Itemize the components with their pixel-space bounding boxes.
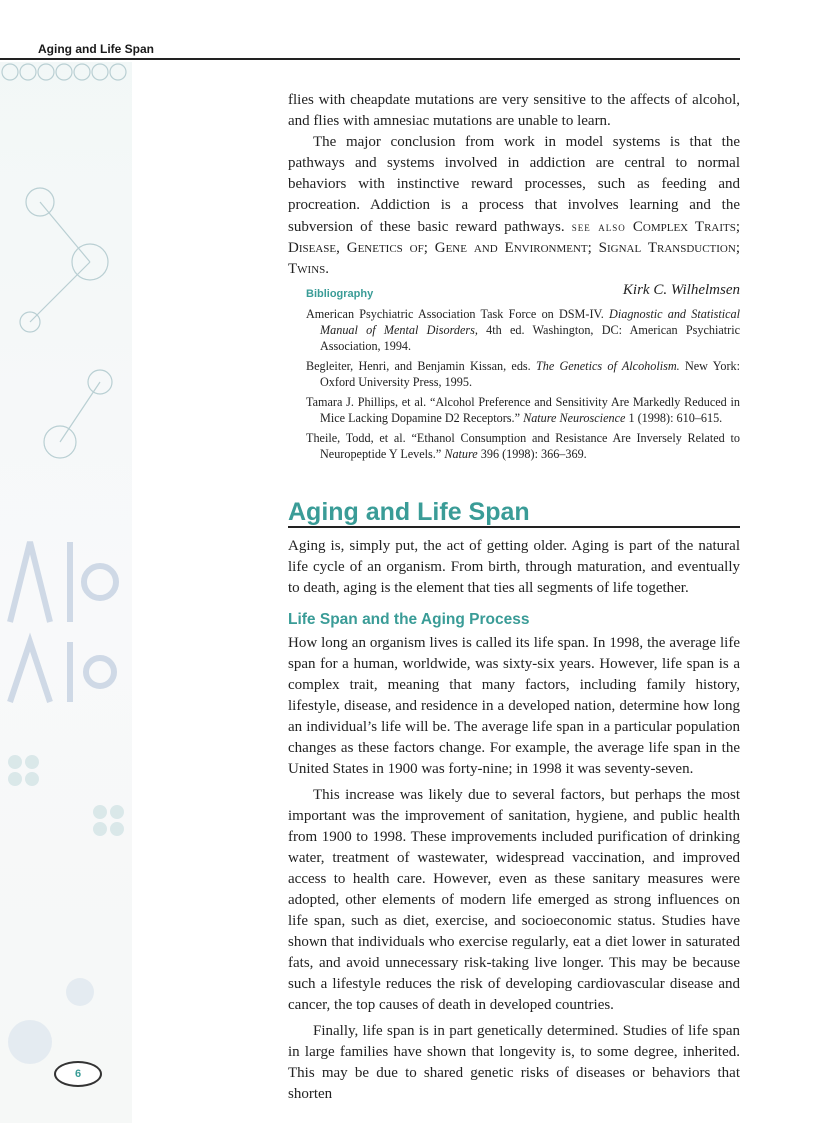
running-head: Aging and Life Span (38, 42, 154, 56)
entry-title: Nature (444, 447, 478, 461)
entry-publication: 1 (1998): 610–615. (625, 411, 723, 425)
paragraph: This increase was likely due to several factors, but perhaps the most important was the improvement of sanitation, hygiene, and public health from 1900 to 1998. These improvements included purification of drinking water, treatment of wastewater, widespread vaccination, and improved access to health care. However, even as these sanitary measures were adopted, other elements of modern life emerged as strong influences on life span, such as diet, exercise, and socioeconomic status. Studies have shown that individuals who exercise regularly, eat a diet lower in saturated fats, and avoid unnecessary risk-taking live longer. This may be because such a lifestyle reduces the risk of developing cardiovascular disease and cancer, the top causes of death in developed countries. (288, 787, 740, 1013)
entry-authors: Theile, Todd, et al. “Ethanol Consumption and Resistance Are Inversely Related to Neuropeptide Y Levels.” (306, 431, 740, 461)
entry-authors: Tamara J. Phillips, et al. “Alcohol Preference and Sensitivity Are Markedly Reduced in Mice Lacking Dopamine D2 Receptors.” (306, 395, 740, 425)
author-credit: Kirk C. Wilhelmsen (622, 282, 740, 298)
molecule-collage-icon (0, 62, 132, 1123)
see-also-links: Complex Traits; Disease, Genetics of; Gene and Environment; Signal Transduction; Twins. (288, 219, 741, 277)
entry-publication: New York: Oxford University Press, 1995. (320, 359, 740, 389)
aging-article (288, 536, 740, 1105)
paragraph-text: The major conclusion from work in model systems is that the pathways and systems involved in addiction are central to normal behaviors with instinctive reward processes, such as feeding and procreation. Addiction is a process that involves learning and the subversion of these basic reward pathways. (288, 134, 740, 235)
bibliography-heading: Bibliography (306, 288, 374, 300)
continued-article (288, 90, 740, 301)
entry-title-heading: Aging and Life Span (288, 498, 530, 526)
see-also-label: see also (571, 219, 626, 234)
entry-authors: American Psychiatric Association Task Force on DSM-IV. (306, 307, 610, 321)
paragraph: How long an organism lives is called its life span. In 1998, the average life span for a human, worldwide, was sixty-six years. However, life span is a complex trait, meaning that many factors, including family history, lifestyle, disease, and residence in a developed nation, determine how long an individual’s life will be. The average life span in a particular population changes as these factors change. For example, the average life span in the United States in 1900 was forty-nine; in 1998 it was seventy-seven. (288, 635, 740, 777)
bibliography-entry (306, 430, 740, 462)
paragraph: flies with cheapdate mutations are very sensitive to the affects of alcohol, and flies with amnesiac mutations are unable to learn. (288, 92, 740, 129)
bibliography (306, 288, 740, 466)
intro-paragraph: Aging is, simply put, the act of getting older. Aging is part of the natural life cycle of an organism. From birth, through maturation, and eventually to death, aging is the element that ties all segments of life together. (288, 538, 740, 596)
bibliography-entry (306, 394, 740, 426)
entry-title: Nature Neuroscience (523, 411, 626, 425)
entry-publication: 396 (1998): 366–369. (477, 447, 587, 461)
entry-title: Diagnostic and Statistical Manual of Mental Disorders, (320, 307, 741, 337)
entry-authors: Begleiter, Henri, and Benjamin Kissan, eds. (306, 359, 536, 373)
decorative-margin-art (0, 62, 132, 1123)
bibliography-entry (306, 358, 740, 390)
page-number: 6 (54, 1061, 102, 1087)
bibliography-entry (306, 306, 740, 354)
header-rule (0, 58, 740, 60)
entry-title: The Genetics of Alcoholism. (535, 359, 680, 373)
paragraph (288, 132, 740, 280)
paragraph: Finally, life span is in part genetically determined. Studies of life span in large families have shown that longevity is, to some degree, inherited. This may be due to shared genetic risks of diseases or behaviors that shorten (288, 1023, 740, 1102)
entry-publication: 4th ed. Washington, DC: American Psychiatric Association, 1994. (320, 323, 740, 353)
entry-title-rule (288, 526, 740, 528)
section-subheading: Life Span and the Aging Process (288, 611, 530, 628)
